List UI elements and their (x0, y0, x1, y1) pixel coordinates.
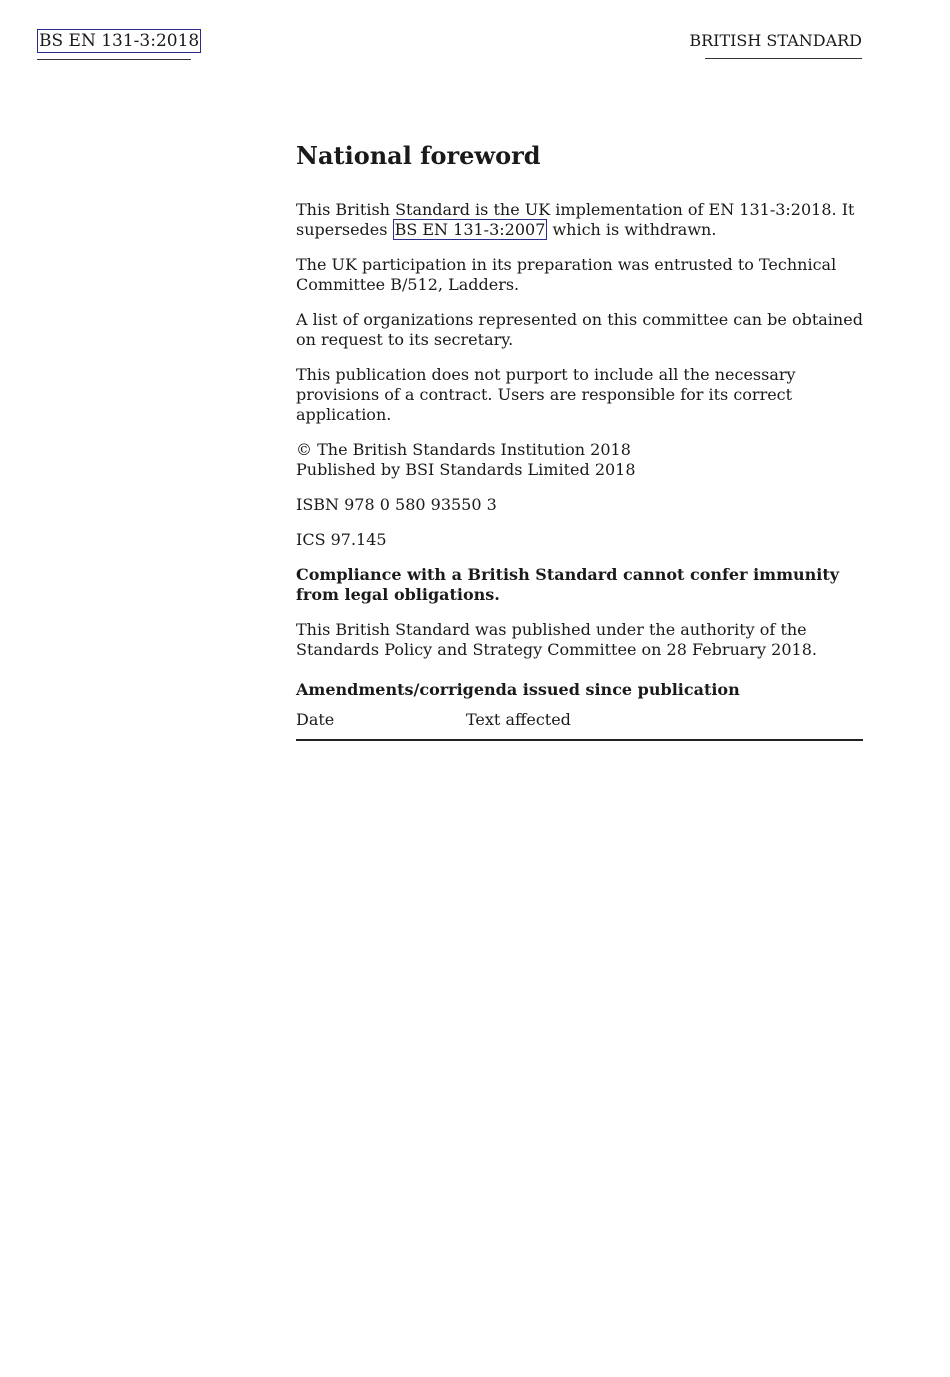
amendments-date-header: Date (296, 710, 466, 740)
organizations-paragraph: A list of organizations represented on this committee can be obtained on request to its secretary. (296, 310, 863, 349)
header-left-rule (37, 59, 191, 60)
implementation-paragraph (296, 200, 866, 240)
foreword-content (296, 140, 866, 741)
publisher-line: Published by BSI Standards Limited 2018 (296, 460, 636, 479)
compliance-notice: Compliance with a British Standard cannot confer immunity from legal obligations. (296, 565, 840, 604)
implementation-text-start: This British Standard is the UK implementation of EN 131-3:2018. It supersedes (296, 200, 855, 239)
committee-paragraph: The UK participation in its preparation was entrusted to Technical Committee B/512, Ladders. (296, 255, 837, 294)
doc-id-link[interactable]: BS EN 131-3:2018 (39, 31, 200, 51)
standard-label: BRITISH STANDARD (689, 31, 862, 50)
superseded-standard-link[interactable]: BS EN 131-3:2007 (394, 220, 546, 239)
header-right-rule (705, 58, 862, 59)
amendments-text-header: Text affected (466, 710, 863, 740)
amendments-title: Amendments/corrigenda issued since publication (296, 680, 740, 699)
authority-paragraph: This British Standard was published under the authority of the Standards Policy and Strategy Committee on 28 February 2018. (296, 620, 817, 659)
page-title: National foreword (296, 141, 541, 170)
amendments-header-row (296, 710, 863, 740)
amendments-table (296, 710, 863, 741)
implementation-text-end: which is withdrawn. (547, 220, 717, 239)
contract-paragraph: This publication does not purport to include all the necessary provisions of a contract. Users are responsible for its correct application. (296, 365, 796, 424)
copyright-line: © The British Standards Institution 2018 (296, 440, 631, 459)
copyright-block (296, 440, 866, 480)
ics: ICS 97.145 (296, 530, 387, 549)
isbn: ISBN 978 0 580 93550 3 (296, 495, 497, 514)
